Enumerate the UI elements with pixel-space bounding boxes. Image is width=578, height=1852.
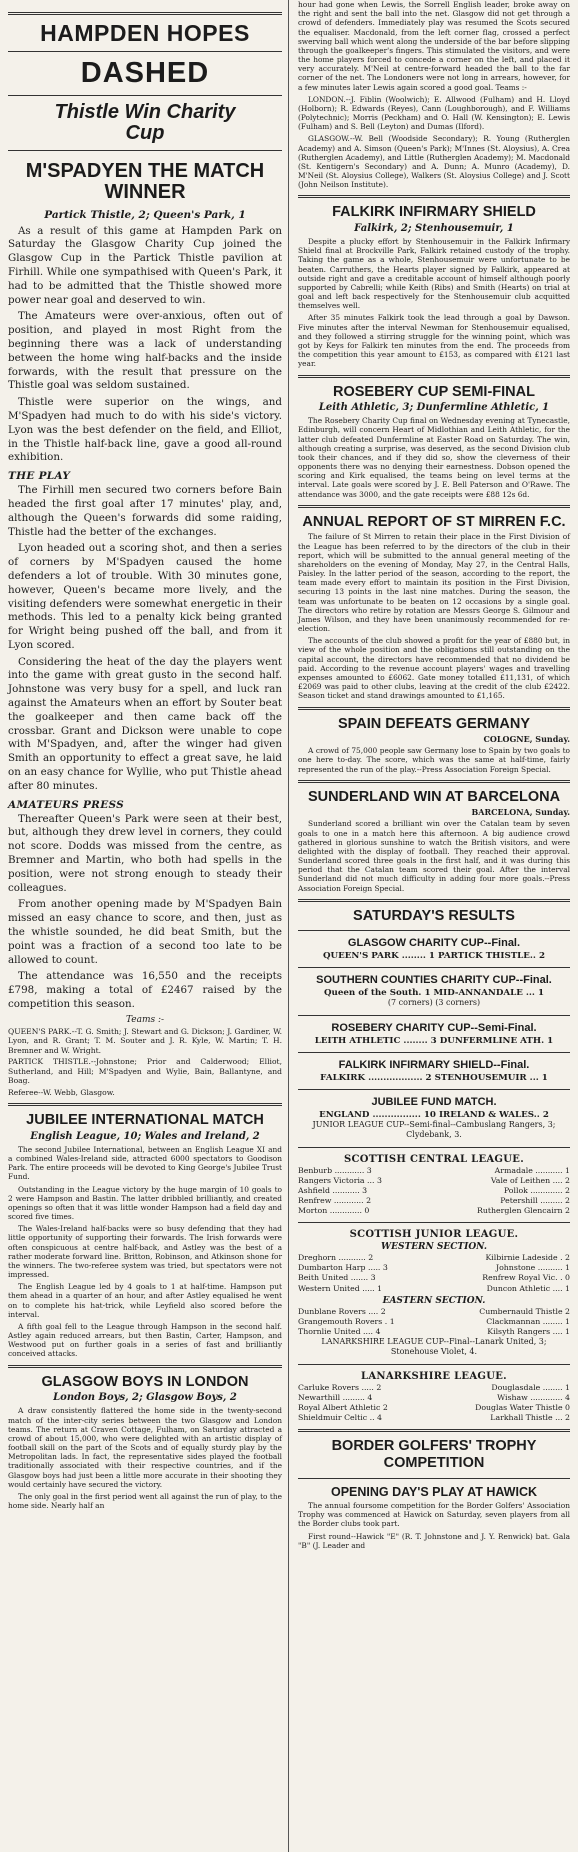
top-rule: [8, 12, 282, 15]
result-row: [298, 1383, 570, 1393]
paragraph: The only goal in the first period went all against the run of play, to the home side. Nearly half an: [8, 1491, 282, 1511]
result-entry: Royal Albert Athletic 2: [298, 1403, 388, 1413]
results-block: [298, 1022, 570, 1046]
result-entry: Thornlie United .... 4: [298, 1326, 381, 1336]
headline-rosebery: ROSEBERY CUP SEMI-FINAL: [333, 383, 535, 400]
headline-divider: [8, 95, 282, 96]
result-title: SOUTHERN COUNTIES CHARITY CUP--Final.: [316, 974, 552, 987]
result-row: [298, 1307, 570, 1317]
eastern-section-heading: EASTERN SECTION.: [382, 1295, 486, 1306]
headline-divider: [8, 150, 282, 151]
result-entry: Wishaw ............. 4: [497, 1392, 570, 1402]
result-entry: Duncon Athletic .... 1: [486, 1283, 570, 1293]
headline-jubilee: JUBILEE INTERNATIONAL MATCH: [26, 1112, 264, 1129]
result-entry: Morton ............. 0: [298, 1206, 370, 1216]
paragraph: The Rosebery Charity Cup final on Wednesday evening at Tynecastle, Edinburgh, will concern Heart of Midlothian and Leith Athletic, for the latter club defeated Dunfermline at Easter Road on Saturday. The win, although creating a surprise, was deserved, as the second Division club took their chances, and if they did so, show the cleverness of their opponents there was no denying their earnestness. Dobson opened the scoring and Kirk equalised, the teams being on level terms at the interval. Late goals were scored by J. E. Bell Paterson and O'Rawe. The attendance was 3000, and the gate receipts were £88 12s 6d.: [298, 416, 570, 499]
paragraph: The accounts of the club showed a profit for the year of £880 but, in view of the whole position and the obligations still outstanding on the capital account, the directors have recommended that no dividend be paid. According to the revenue account players' wages and travelling expenses amounted to £6062. Gate money totalled £11,131, of which £2069 was paid to other clubs, leaving at the credit of the club £2422. Season ticket and stand drawings amounted to £1,165.: [298, 636, 570, 701]
western-results: [298, 1253, 570, 1294]
press-body: [8, 813, 282, 1012]
paragraph: From another opening made by M'Spadyen Bain missed an easy chance to score, and then, just as the whistle sounded, he did beat Smith, but the point was a fraction of a second too late to be allowed to count.: [8, 898, 282, 966]
divider: [298, 930, 570, 931]
result-entry: Beith United ....... 3: [298, 1273, 376, 1283]
section-rule: [298, 505, 570, 508]
paragraph: Thistle were superior on the wings, and M'Spadyen had much to do with his side's victory. Lyon was the best defender on the field, and Elliot, in the Thistle half-back line, gave a good all-round exhibition.: [8, 396, 282, 464]
result-entry: Dunblane Rovers .... 2: [298, 1306, 386, 1316]
teams-heading: Teams :-: [125, 1014, 165, 1025]
result-line: QUEEN'S PARK ........ 1 PARTICK THISTLE.. 2: [322, 951, 546, 962]
paragraph: The annual foursome competition for the Border Golfers' Association Trophy was commenced at Hawick on Saturday, seven players from all the Border clubs took part.: [298, 1501, 570, 1529]
falkirk-score-line: Falkirk, 2; Stenhousemuir, 1: [354, 223, 514, 235]
result-entry: Rangers Victoria ... 3: [298, 1175, 382, 1185]
team-line: QUEEN'S PARK.--T. G. Smith; J. Stewart and G. Dickson; J. Gardiner, W. Lyon, and R. Grant; T. M. Souter and J. R. Kyle, W. Martin; T. H. Bremner and W. Wright.: [8, 1026, 282, 1055]
result-line: (7 corners) (3 corners): [387, 998, 481, 1008]
result-row: [298, 1317, 570, 1327]
result-entry: Vale of Leithen .... 2: [490, 1175, 570, 1185]
headline-border-golfers: BORDER GOLFERS' TROPHY COMPETITION: [331, 1438, 537, 1472]
paragraph: Lyon headed out a scoring shot, and then a series of corners by M'Spadyen caused the home defenders a lot of trouble. With 30 minutes gone, however, Queen's became more lively, and the visiting defenders were somewhat energetic in their methods. This led to a penalty kick being granted for Wright being pushed off the ball, and from it Lyon scored.: [8, 542, 282, 651]
london-body: [8, 1406, 282, 1510]
headline-spain: SPAIN DEFEATS GERMANY: [337, 715, 530, 732]
result-entry: Renfrew ............ 2: [298, 1195, 372, 1205]
junior-cup-line: JUNIOR LEAGUE CUP--Semi-final--Cambuslang Rangers, 3; Clydebank, 3.: [312, 1119, 556, 1140]
section-rule: [298, 1429, 570, 1432]
result-title: GLASGOW CHARITY CUP--Final.: [347, 937, 521, 950]
headline-falkirk: FALKIRK INFIRMARY SHIELD: [332, 204, 536, 221]
result-entry: Clackmannan ........ 1: [486, 1316, 570, 1326]
paragraph: The failure of St Mirren to retain their place in the First Division of the League has been referred to by the directors of the club in their report, which will be submitted to the annual general meeting of the shareholders on the evening of Monday, May 27, in the Central Halls, Paisley. In the latter period of the season, according to the report, the team made every effort to maintain its position in the First Division, securing 13 points in the last nine matches. During the season, the team was unfortunate to be beaten on 12 occasions by a single goal. The directors who retire by rotation are Messrs George S. Gilmour and James Wilson, and they have been unanimously recommended for re-election.: [298, 532, 570, 634]
paragraph: The attendance was 16,550 and the receipts £798, making a total of £2467 raised by the competition this season.: [8, 970, 282, 1011]
headline-divider: [8, 51, 282, 52]
paragraph: Sunderland scored a brilliant win over the Catalan team by seven goals to one in a match here this afternoon. A big audience crowd gathered in glorious sunshine to watch the British visitors, and were delighted with the display of football. They reached their approval. Sunderland scored three goals in the first half, and it was during this period that the Catalan team scored their goal. After the interval Sunderland did not much difficulty in adding four more goals.--Press Association Foreign Special.: [298, 819, 570, 893]
result-row: [298, 1196, 570, 1206]
result-row: [298, 1186, 570, 1196]
result-entry: Ashfield ........... 3: [298, 1185, 368, 1195]
result-entry: Petershill ......... 2: [500, 1195, 570, 1205]
paragraph: Considering the heat of the day the players went into the game with great gusto in the second half. Johnstone was very busy for a spell, and luck ran against the Amateurs when an effort by Souter beat the goalkeeper and then came back off the crossbar. Grant and Dickson were unable to cope with M'Spadyen, and, after the winger had given Smith an opportunity to effect a great save, he laid on an easy chance for Wyllie, who put Thistle ahead after 80 minutes.: [8, 655, 282, 792]
result-row: [298, 1166, 570, 1176]
team-line: PARTICK THISTLE.--Johnstone; Prior and Calderwood; Elliot, Sutherland, and Hill; M'Spadyen and Wylie, Bain, Ballantyne, and Boag.: [8, 1057, 282, 1086]
result-entry: Newarthill ......... 4: [298, 1392, 373, 1402]
headline-match-winner: M'SPADYEN THE MATCH WINNER: [25, 159, 265, 203]
section-rule: [8, 1365, 282, 1368]
headline-st-mirren: ANNUAL REPORT OF ST MIRREN F.C.: [302, 513, 566, 530]
paragraph: The Amateurs were over-anxious, often out of position, and played in most Right from the beginning there was a lack of understanding between the home wing half-backs and the inside forwards, with the result that pressure on the Thistle goal was seldom sustained.: [8, 310, 282, 392]
result-entry: Dumbarton Harp ..... 3: [298, 1263, 388, 1273]
results-block: [298, 937, 570, 961]
paragraph: Outstanding in the League victory by the huge margin of 10 goals to 2 were Hampson and Bastin. The latter dribbled brilliantly, and created openings so often that it was little wonder Hampson had a field day and scored five times.: [8, 1184, 282, 1222]
right-column: [292, 0, 578, 1852]
scottish-central-results: [298, 1166, 570, 1217]
headline-cup: Cup: [125, 121, 165, 144]
result-entry: Douglasdale ........ 1: [491, 1382, 570, 1392]
paragraph: Thereafter Queen's Park were seen at their best, but, although they drew level in corners, they could not score. Dodds was missed from the centre, as Bremner and Martin, who both had spells in the position, were not strong enough to steady their colleagues.: [8, 812, 282, 894]
headline-thistle: Thistle Win Charity: [54, 100, 236, 123]
result-row: [298, 1273, 570, 1283]
scottish-junior-heading: SCOTTISH JUNIOR LEAGUE.: [349, 1229, 519, 1241]
dateline: COLOGNE, Sunday.: [483, 734, 570, 745]
result-entry: Shieldmuir Celtic .. 4: [298, 1413, 383, 1423]
paragraph: The second Jubilee International, between an English League XI and a combined Wales-Ireland side, attracted 6000 spectators to Goodison Park. The entire proceeds will be devoted to King George's Jubilee Trust Fund.: [8, 1144, 282, 1182]
results-block: [298, 1096, 570, 1120]
divider: [298, 1478, 570, 1479]
result-row: [298, 1176, 570, 1186]
paragraph: Despite a plucky effort by Stenhousemuir in the Falkirk Infirmary Shield final at Brockville Park, Falkirk retained custody of the trophy. Taking the game as a whole, Stenhousemuir were unfortunate to be beaten. Carruthers, the Hearts player signed by Falkirk, appeared at outside right and gave a creditable account of himself although poorly supported by Cabrelli; while Keith (Ribs) and Smith (Hearts) on trial at goal and left back respectively for the Stenhousemuir club acquitted themselves well.: [298, 237, 570, 311]
london-continued: [298, 0, 570, 189]
result-entry: Johnstone .......... 1: [495, 1263, 570, 1273]
result-line: LEITH ATHLETIC ........ 3 DUNFERMLINE ATH. 1: [314, 1035, 554, 1046]
headline-dashed: DASHED: [80, 57, 210, 90]
score-line: Partick Thistle, 2; Queen's Park, 1: [44, 208, 246, 221]
subhead-the-play: THE PLAY: [8, 470, 71, 483]
eastern-results: [298, 1307, 570, 1337]
divider: [298, 1147, 570, 1148]
result-row: [298, 1253, 570, 1263]
results-block: [298, 974, 570, 1008]
result-row: [298, 1413, 570, 1423]
jubilee-body: [8, 1145, 282, 1359]
result-row: [298, 1403, 570, 1413]
team-line: Referee--W. Webb, Glasgow.: [8, 1087, 115, 1097]
result-title: JUBILEE FUND MATCH.: [371, 1095, 497, 1108]
headline-hawick: OPENING DAY'S PLAY AT HAWICK: [330, 1484, 538, 1499]
scottish-central-heading: SCOTTISH CENTRAL LEAGUE.: [344, 1153, 524, 1165]
result-entry: Pollok ............. 2: [503, 1185, 570, 1195]
paragraph: A crowd of 75,000 people saw Germany lose to Spain by two goals to one here to-day. The score, which was the same at half-time, fairly represented the run of the play.--Press Association Foreign Special.: [298, 746, 570, 774]
section-rule: [298, 707, 570, 710]
result-entry: Renfrew Royal Vic. . 0: [482, 1273, 570, 1283]
divider: [298, 1364, 570, 1365]
headline-glasgow-boys: GLASGOW BOYS IN LONDON: [41, 1373, 249, 1390]
team-line: LONDON.--J. Fiblin (Woolwich); E. Allwood (Fulham) and H. Lloyd (Holborn); R. Edwards (Reyes), Cann (Loughborough), and F. Williams (Polytechnic); Morris (Peckham) and O. Hall (W. Kensington); E. Lewis (Fulham) and S. Bell (Leyton) and Dumas (Ilford).: [298, 94, 570, 132]
section-rule: [298, 780, 570, 783]
paragraph: hour had gone when Lewis, the Sorrell English leader, broke away on the right and sent the ball into the net. Glasgow did not get through a crowd of defenders. Immediately play was resumed the Scots secured the equaliser. Macdonald, from the left corner flag, crossed a perfect swerving ball which went along the underside of the bar before slipping through the goalkeeper's fingers. This stimulated the visitors, and were the home players forced to concede a corner on the left, and placed it very accurately. M'Neil at centre-forward headed the ball to the far corner of the net. The Londoners were not long in arrears, however, for a few minutes later Lewis again scored a good goal. Teams :-: [298, 0, 570, 92]
paragraph: First round--Hawick "E" (R. T. Johnstone and J. Y. Renwick) bat. Gala "B" (J. Leader and: [298, 1531, 570, 1550]
intro-body: [8, 225, 282, 466]
result-title: FALKIRK INFIRMARY SHIELD--Final.: [338, 1058, 530, 1071]
result-row: [298, 1393, 570, 1403]
result-entry: Western United ..... 1: [298, 1283, 383, 1293]
result-entry: Rutherglen Glencairn 2: [476, 1206, 570, 1216]
paragraph: The Wales-Ireland half-backs were so busy defending that they had little opportunity of supporting their forwards. The Irish forwards were often conspicuous at centre half-back, and Astley was the best of a rather moderate forward line. Britton, Robinson, and Atkinson shone for the winners. The two-referee system was tried, but spectators were not impressed.: [8, 1224, 282, 1280]
headline-saturdays-results: SATURDAY'S RESULTS: [353, 907, 515, 924]
lanarkshire-results: [298, 1383, 570, 1424]
result-entry: Carluke Rovers ..... 2: [298, 1382, 382, 1392]
western-section-heading: WESTERN SECTION.: [381, 1242, 487, 1253]
result-entry: Grangemouth Rovers . 1: [298, 1316, 395, 1326]
section-rule: [8, 1103, 282, 1106]
paragraph: After 35 minutes Falkirk took the lead through a goal by Dawson. Five minutes after the interval Newman for Stenhousemuir equalised, and they followed a stirring struggle for the winning point, which was got by Keys for Falkirk ten minutes from the end. The proceeds from the competition this year amount to £153, as compared with £121 last year.: [298, 313, 570, 369]
jubilee-score-line: English League, 10; Wales and Ireland, 2: [30, 1130, 260, 1142]
paragraph: The English League led by 4 goals to 1 at half-time. Hampson put them ahead in a quarter of an hour, and after Astley equalised he went on to complete his hat-trick, while Leyfield also scored before the interval.: [8, 1282, 282, 1319]
divider: [298, 967, 570, 968]
result-entry: Benburb ............ 3: [298, 1165, 372, 1175]
result-entry: Cumbernauld Thistle 2: [479, 1306, 570, 1316]
dateline: BARCELONA, Sunday.: [471, 807, 570, 818]
section-rule: [298, 375, 570, 378]
result-line: FALKIRK .................. 2 STENHOUSEMUIR ... 1: [320, 1072, 548, 1083]
lanarkshire-cup-line: LANARKSHIRE LEAGUE CUP--Final--Lanark United, 3; Stonehouse Violet, 4.: [321, 1337, 547, 1357]
divider: [298, 1015, 570, 1016]
section-rule: [298, 899, 570, 902]
divider: [298, 1222, 570, 1223]
result-row: [298, 1263, 570, 1273]
rosebery-score-line: Leith Athletic, 3; Dunfermline Athletic, 1: [318, 402, 550, 414]
section-rule: [298, 195, 570, 198]
subhead-amateurs-press: AMATEURS PRESS: [8, 798, 125, 811]
divider: [298, 1089, 570, 1090]
divider: [298, 1052, 570, 1053]
london-score-line: London Boys, 2; Glasgow Boys, 2: [53, 1392, 237, 1404]
play-body: [8, 484, 282, 794]
lanarkshire-heading: LANARKSHIRE LEAGUE.: [361, 1370, 507, 1382]
paragraph: As a result of this game at Hampden Park on Saturday the Glasgow Charity Cup joined the Glasgow Cup in the Partick Thistle pavilion at Firhill. While one sympathised with Queen's Park, it had to be admitted that the Thistle showed more power near goal and deserved to win.: [8, 224, 282, 306]
headline-hampden: HAMPDEN HOPES: [40, 20, 250, 46]
result-entry: Dreghorn ........... 2: [298, 1253, 374, 1263]
result-row: [298, 1284, 570, 1294]
result-line: ENGLAND ................ 10 IRELAND & WALES.. 2: [319, 1109, 549, 1120]
headline-sunderland: SUNDERLAND WIN AT BARCELONA: [307, 788, 561, 805]
paragraph: A fifth goal fell to the League through Hampson in the second half. Astley again reduced arrears, but then Bastin, Carter, Hampson, and Westwood put on further goals in a series of fast and brilliantly conceived attacks.: [8, 1321, 282, 1359]
result-entry: Kilbirnie Ladeside . 2: [485, 1253, 570, 1263]
result-entry: Larkhall Thistle ... 2: [490, 1413, 570, 1423]
result-row: [298, 1327, 570, 1337]
paragraph: A draw consistently flattered the home side in the twenty-second match of the inter-city series between the two Glasgow and London teams. The return at Craven Cottage, Fulham, on Saturday attracted a crowd of about 15,000, who were delighted with an artistic display of football skill on the part of the Scots and of equally sturdy play by the Metropolitan lads. In fact, the representative sides played the football traditionally associated with their respective countries, and if the Glasgow boys had just been a little more accurate in their shooting they would certainly have secured the victory.: [8, 1406, 282, 1489]
result-entry: Kilsyth Rangers .... 1: [487, 1326, 570, 1336]
result-row: [298, 1206, 570, 1216]
result-line: Queen of the South. 1 MID-ANNANDALE ... 1: [323, 988, 544, 999]
paragraph: The Firhill men secured two corners before Bain headed the first goal after 17 minutes' play, and, although the Queen's forwards did some raiding, Thistle had the better of the exchanges.: [8, 484, 282, 538]
result-entry: Armadale ........... 1: [494, 1165, 570, 1175]
results-block: [298, 1059, 570, 1083]
result-entry: Douglas Water Thistle 0: [475, 1403, 570, 1413]
result-title: ROSEBERY CHARITY CUP--Semi-Final.: [331, 1021, 537, 1034]
team-line: GLASGOW.--W. Bell (Woodside Secondary); R. Young (Rutherglen Academy) and A. Simson (Queen's Park); M'Innes (St. Aloysius), A. Crea (Rutherglen Academy), and Little (Rutherglen Academy); M. Macdonald (St. Kentigern's Secondary) and A. Dunn; A. Munro (Academy), D. M'Neil (St. Aloysius College), Walkers (St. Aloysius College) and J. Scott (John Neilson Institute).: [298, 134, 570, 190]
